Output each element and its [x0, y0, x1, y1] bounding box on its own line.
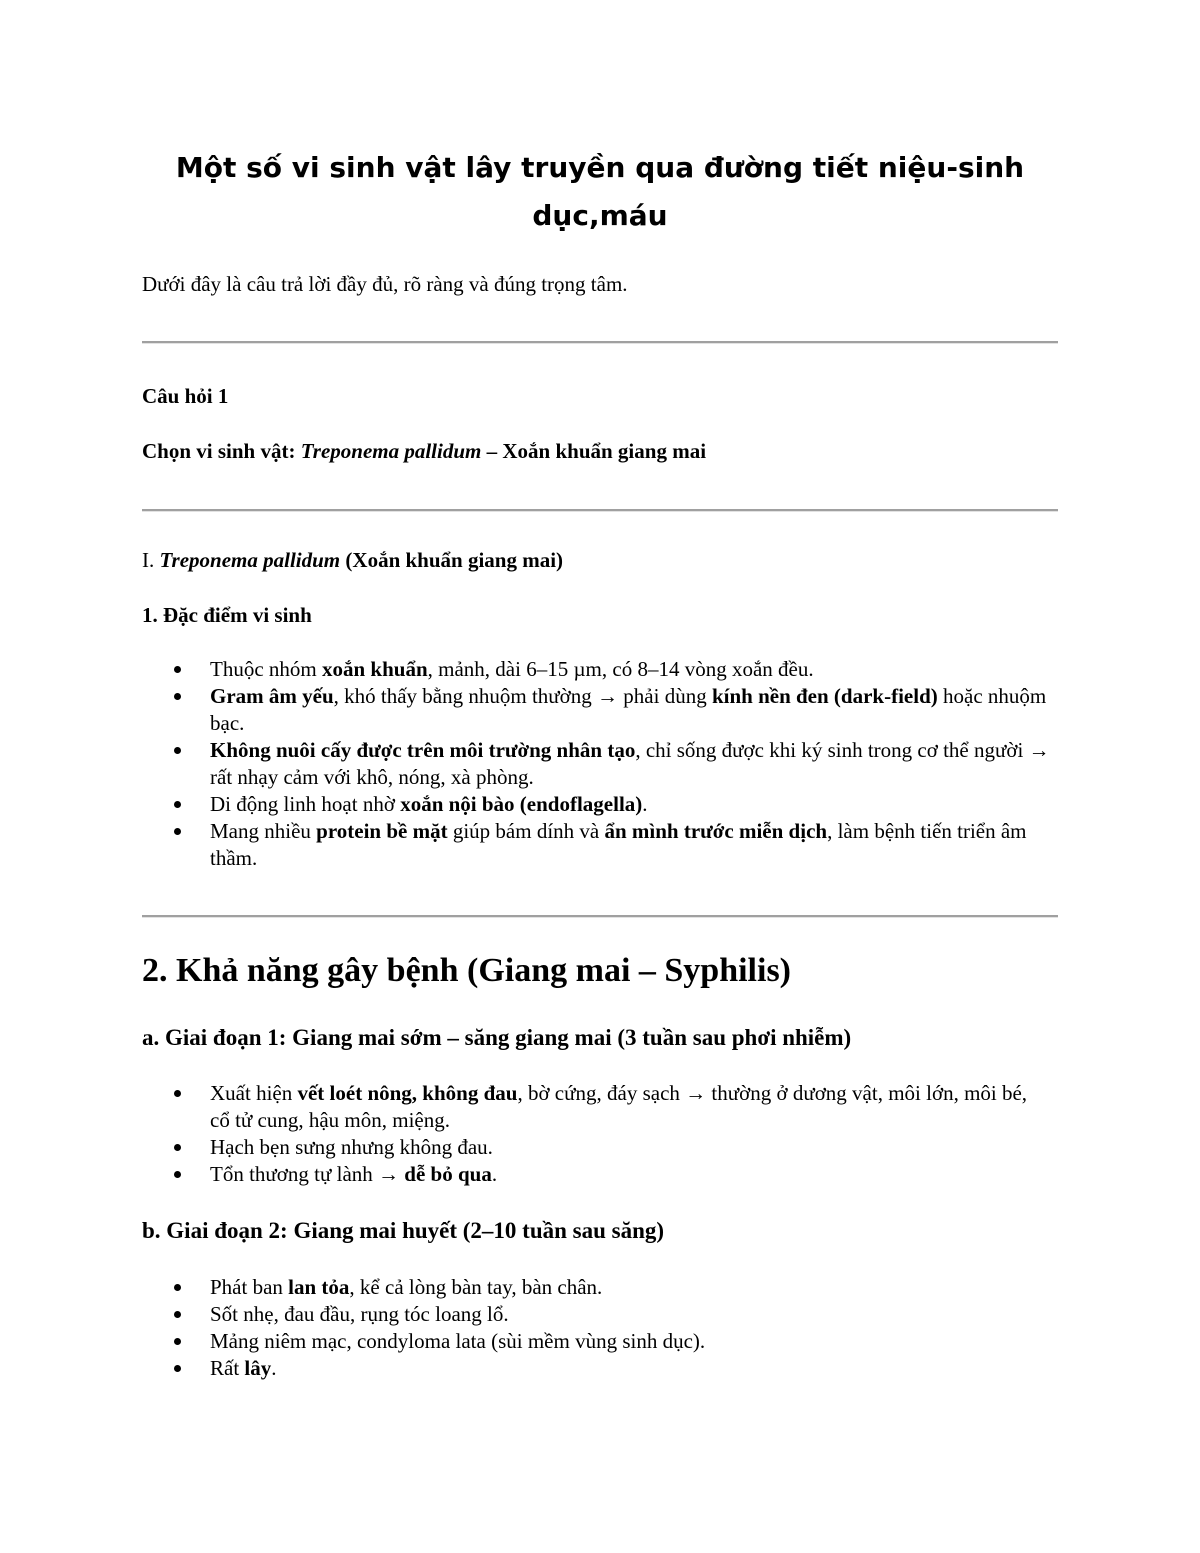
question-heading: Câu hỏi 1	[142, 384, 229, 408]
list-item: Phát ban lan tỏa, kể cả lòng bàn tay, bàn chân.	[142, 1274, 1052, 1301]
list-item: Gram âm yếu, khó thấy bằng nhuộm thường → phải dùng kính nền đen (dark-field) hoặc nhuộm bạc.	[142, 683, 1052, 737]
bullet-icon	[174, 1090, 181, 1097]
horizontal-rule	[142, 341, 1058, 344]
list-item: Di động linh hoạt nhờ xoắn nội bào (endoflagella).	[142, 791, 1052, 818]
stage-a-heading: a. Giai đoạn 1: Giang mai sớm – săng giang mai (3 tuần sau phơi nhiễm)	[142, 1025, 852, 1050]
list-item: Rất lây.	[142, 1355, 1052, 1382]
stage-b-list	[142, 1274, 1052, 1382]
choice-species: Treponema pallidum	[300, 439, 482, 463]
list-item: Tổn thương tự lành → dễ bỏ qua.	[142, 1161, 1052, 1188]
list-item: Xuất hiện vết loét nông, không đau, bờ cứng, đáy sạch → thường ở dương vật, môi lớn, môi bé, cổ tử cung, hậu môn, miệng.	[142, 1080, 1052, 1134]
choice-suffix: – Xoắn khuẩn giang mai	[481, 439, 707, 463]
list-item: Không nuôi cấy được trên môi trường nhân tạo, chỉ sống được khi ký sinh trong cơ thể người → rất nhạy cảm với khô, nóng, xà phòng.	[142, 737, 1052, 791]
microbiology-features-list	[142, 656, 1052, 872]
section2-heading: 2. Khả năng gây bệnh (Giang mai – Syphilis)	[142, 952, 792, 989]
bullet-icon	[174, 747, 181, 754]
horizontal-rule	[142, 915, 1058, 918]
section1-heading-prefix: I.	[142, 548, 160, 572]
bullet-icon	[174, 693, 181, 700]
list-item: Mang nhiều protein bề mặt giúp bám dính và ẩn mình trước miễn dịch, làm bệnh tiến triển âm thầm.	[142, 818, 1052, 872]
section1-subheading: 1. Đặc điểm vi sinh	[142, 603, 312, 627]
bullet-icon	[174, 1144, 181, 1151]
intro-paragraph: Dưới đây là câu trả lời đầy đủ, rõ ràng và đúng trọng tâm.	[142, 272, 628, 296]
question-choice	[142, 439, 706, 464]
bullet-icon	[174, 801, 181, 808]
document-title	[142, 144, 1058, 240]
list-item: Mảng niêm mạc, condyloma lata (sùi mềm vùng sinh dục).	[142, 1328, 1052, 1355]
section1-heading	[142, 548, 563, 573]
list-item: Hạch bẹn sưng nhưng không đau.	[142, 1134, 1052, 1161]
section1-heading-suffix: (Xoắn khuẩn giang mai)	[340, 548, 564, 572]
title-line-2: dục,máu	[532, 199, 668, 232]
bullet-icon	[174, 1311, 181, 1318]
list-item: Sốt nhẹ, đau đầu, rụng tóc loang lổ.	[142, 1301, 1052, 1328]
bullet-icon	[174, 1171, 181, 1178]
stage-b-heading: b. Giai đoạn 2: Giang mai huyết (2–10 tuần sau săng)	[142, 1218, 665, 1243]
list-item: Thuộc nhóm xoắn khuẩn, mảnh, dài 6–15 µm, có 8–14 vòng xoắn đều.	[142, 656, 1052, 683]
choice-prefix: Chọn vi sinh vật:	[142, 439, 301, 463]
bullet-icon	[174, 666, 181, 673]
bullet-icon	[174, 1338, 181, 1345]
section1-heading-species: Treponema pallidum	[159, 548, 341, 572]
bullet-icon	[174, 828, 181, 835]
title-line-1: Một số vi sinh vật lây truyền qua đường tiết niệu-sinh	[175, 151, 1025, 184]
horizontal-rule	[142, 509, 1058, 512]
bullet-icon	[174, 1284, 181, 1291]
bullet-icon	[174, 1365, 181, 1372]
stage-a-list	[142, 1080, 1052, 1188]
